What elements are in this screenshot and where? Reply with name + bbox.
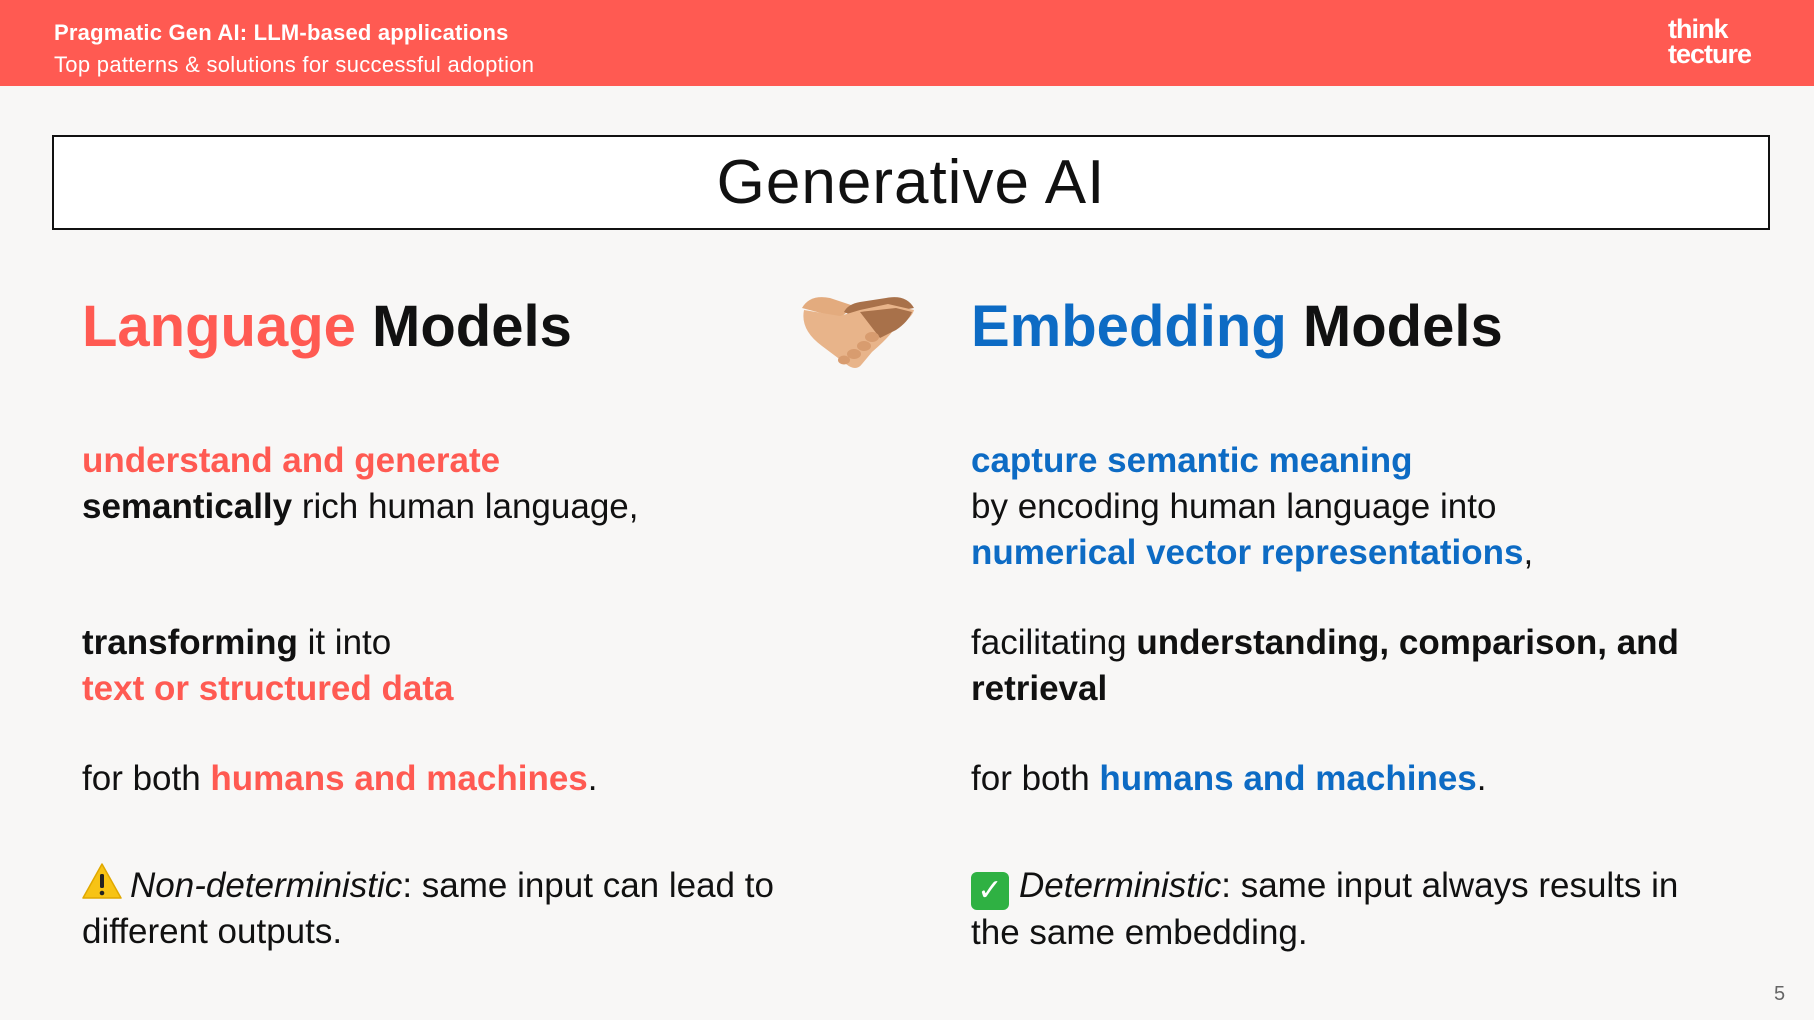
deck-subtitle: Top patterns & solutions for successful adoption: [54, 52, 535, 77]
definition-rest: rich human language,: [292, 487, 639, 526]
definition-middle: by encoding human language into: [971, 487, 1497, 526]
heading-accent: Embedding: [971, 294, 1287, 359]
logo-line-2: tecture: [1668, 39, 1752, 69]
language-models-note: [82, 863, 872, 955]
audience-accent: humans and machines: [210, 759, 588, 798]
audience-post: .: [1476, 759, 1487, 798]
slide-title: Generative AI: [716, 148, 1106, 217]
note-italic: Non-deterministic: [130, 866, 403, 905]
transform-bold: transforming: [82, 623, 298, 662]
thinktecture-logo: [1668, 14, 1752, 69]
warning-icon: [82, 863, 122, 899]
language-models-transform: [82, 620, 842, 712]
slide-header: [0, 0, 1814, 86]
page-number: 5: [1774, 983, 1786, 1005]
heading-rest: Models: [1286, 294, 1503, 359]
language-models-column: [82, 288, 822, 951]
language-models-audience: [82, 756, 842, 802]
audience-pre: for both: [971, 759, 1100, 798]
embedding-models-heading: [971, 288, 1711, 366]
heading-rest: Models: [355, 294, 572, 359]
slide-title-box: [52, 135, 1770, 230]
definition-accent-2: numerical vector representations: [971, 533, 1524, 572]
purpose-bold: understanding, comparison, and retrieval: [971, 623, 1679, 708]
check-mark-icon: ✓: [971, 872, 1009, 910]
definition-bold: semantically: [82, 487, 293, 526]
audience-accent: humans and machines: [1099, 759, 1477, 798]
language-models-definition: [82, 438, 842, 530]
embedding-models-note: [971, 863, 1691, 956]
language-models-heading: [82, 288, 822, 366]
embedding-models-audience: [971, 756, 1731, 802]
purpose-pre: facilitating: [971, 623, 1137, 662]
definition-post: ,: [1523, 533, 1534, 572]
heading-accent: Language: [82, 294, 356, 359]
deck-title: Pragmatic Gen AI: LLM-based applications: [54, 20, 509, 45]
note-rest: : same input always results in the same embedding.: [971, 866, 1679, 952]
embedding-models-purpose: [971, 620, 1731, 712]
note-italic: Deterministic: [1019, 866, 1222, 905]
handshake-icon: [800, 288, 916, 372]
embedding-models-column: [971, 288, 1711, 952]
transform-rest: it into: [297, 623, 392, 662]
logo-line-1: think: [1668, 14, 1728, 44]
note-rest: : same input can lead to different outputs.: [82, 866, 774, 951]
definition-accent: understand and generate: [82, 441, 501, 480]
transform-accent: text or structured data: [82, 669, 454, 708]
definition-accent: capture semantic meaning: [971, 441, 1413, 480]
audience-pre: for both: [82, 759, 211, 798]
audience-post: .: [587, 759, 598, 798]
embedding-models-definition: [971, 438, 1731, 576]
